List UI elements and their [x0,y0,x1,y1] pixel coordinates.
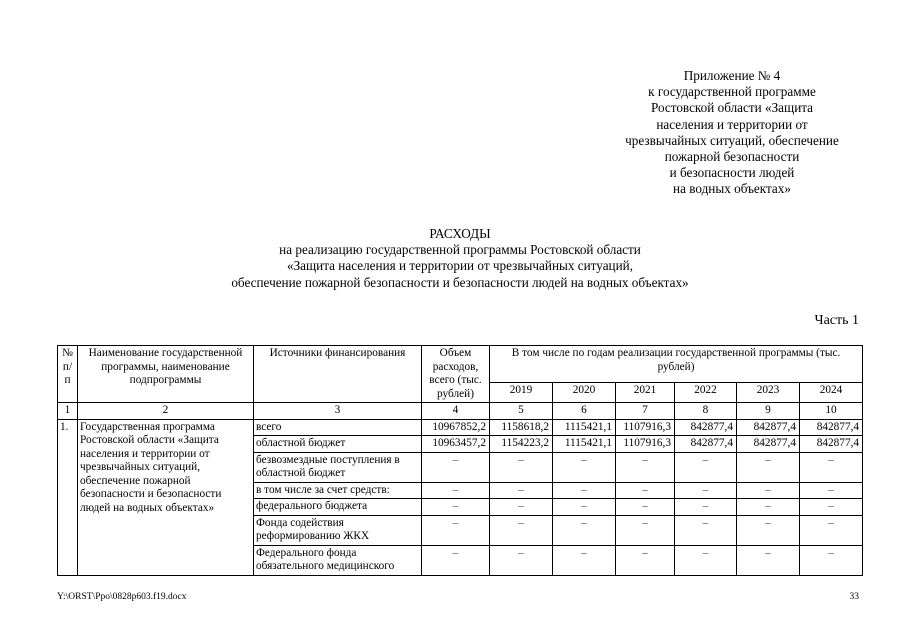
year-value: – [490,499,553,516]
year-value: – [737,499,800,516]
year-value: 842877,4 [737,419,800,436]
column-number: 8 [675,403,737,420]
part-label: Часть 1 [814,313,859,328]
year-value: 842877,4 [800,436,863,453]
column-number-row [58,403,863,420]
year-value: 842877,4 [737,436,800,453]
year-value: – [553,545,616,575]
header-years-group: В том числе по годам реализации государственной программы (тыс. рублей) [490,346,863,383]
year-value: – [616,545,675,575]
total-value: – [422,515,490,545]
appendix-line: чрезвычайных ситуаций, обеспечение [625,132,839,148]
year-value: – [553,515,616,545]
year-value: – [800,452,863,482]
year-value: 1115421,1 [553,419,616,436]
funding-source: федерального бюджета [254,499,422,516]
year-value: – [737,545,800,575]
year-value: – [553,499,616,516]
year-value: – [553,482,616,499]
year-value: 842877,4 [800,419,863,436]
column-number: 3 [254,403,422,420]
header-year: 2019 [490,382,553,402]
header-year: 2023 [737,382,800,402]
year-value: – [800,499,863,516]
header-year: 2022 [675,382,737,402]
title-heading: РАСХОДЫ [429,226,491,241]
year-value: – [490,452,553,482]
total-value: – [422,545,490,575]
table-row [58,419,863,436]
column-number: 7 [616,403,675,420]
year-value: – [675,515,737,545]
column-number: 5 [490,403,553,420]
year-value: – [675,499,737,516]
total-value: – [422,482,490,499]
year-value: 1107916,3 [616,419,675,436]
year-value: – [553,452,616,482]
document-title [100,226,820,291]
table-header-row [58,346,863,383]
year-value: – [737,452,800,482]
year-value: – [737,482,800,499]
appendix-note [600,68,864,198]
year-value: – [800,545,863,575]
year-value: – [616,482,675,499]
year-value: – [616,452,675,482]
funding-source: областной бюджет [254,436,422,453]
header-name: Наименование государственной программы, наименование подпрограммы [78,346,254,403]
page-number: 33 [849,592,859,602]
year-value: 842877,4 [675,419,737,436]
title-line: обеспечение пожарной безопасности и безопасности людей на водных объектах» [231,274,689,290]
appendix-line: Ростовской области «Защита [650,100,814,116]
column-number: 4 [422,403,490,420]
funding-source: в том числе за счет средств: [254,482,422,499]
appendix-line: пожарной безопасности [664,149,800,165]
header-year: 2020 [553,382,616,402]
column-number: 1 [58,403,78,420]
year-value: – [490,515,553,545]
title-line: на реализацию государственной программы Ростовской области [279,242,641,258]
header-num: № п/п [58,346,78,403]
file-path: Y:\ORST\Ppo\0828p603.f19.docx [57,592,187,602]
header-year: 2024 [800,382,863,402]
column-number: 6 [553,403,616,420]
year-value: – [800,515,863,545]
expenses-table [57,345,863,576]
year-value: – [800,482,863,499]
funding-source: всего [254,419,422,436]
title-line: «Защита населения и территории от чрезвычайных ситуаций, [286,258,634,274]
year-value: 1107916,3 [616,436,675,453]
appendix-line: к государственной программе [648,84,816,100]
year-value: – [675,452,737,482]
appendix-line: на водных объектах» [673,181,791,197]
year-value: – [490,482,553,499]
year-value: 1115421,1 [553,436,616,453]
year-value: – [490,545,553,575]
year-value: – [737,515,800,545]
year-value: – [616,499,675,516]
year-value: 842877,4 [675,436,737,453]
year-value: – [616,515,675,545]
header-source: Источники финансирования [254,346,422,403]
funding-source: безвозмездные поступления в областной бюджет [254,452,422,482]
funding-source: Фонда содействия реформированию ЖКХ [254,515,422,545]
appendix-line: населения и территории от [656,116,808,132]
appendix-line: и безопасности людей [669,165,795,181]
funding-source: Федерального фонда обязательного медицинского [254,545,422,575]
total-value: – [422,452,490,482]
column-number: 9 [737,403,800,420]
year-value: 1158618,2 [490,419,553,436]
header-total: Объем расходов, всего (тыс. рублей) [422,346,490,403]
total-value: – [422,499,490,516]
year-value: – [675,482,737,499]
total-value: 10967852,2 [422,419,490,436]
header-year: 2021 [616,382,675,402]
program-number: 1. [58,419,78,575]
program-name: Государственная программа Ростовской области «Защита населения и территории от чрезвычайных ситуаций, обеспечение пожарной безопасности и безопасности людей на водных объектах» [78,419,254,575]
column-number: 10 [800,403,863,420]
table-body [58,419,863,575]
appendix-line: Приложение № 4 [683,68,781,83]
year-value: – [675,545,737,575]
total-value: 10963457,2 [422,436,490,453]
year-value: 1154223,2 [490,436,553,453]
column-number: 2 [78,403,254,420]
